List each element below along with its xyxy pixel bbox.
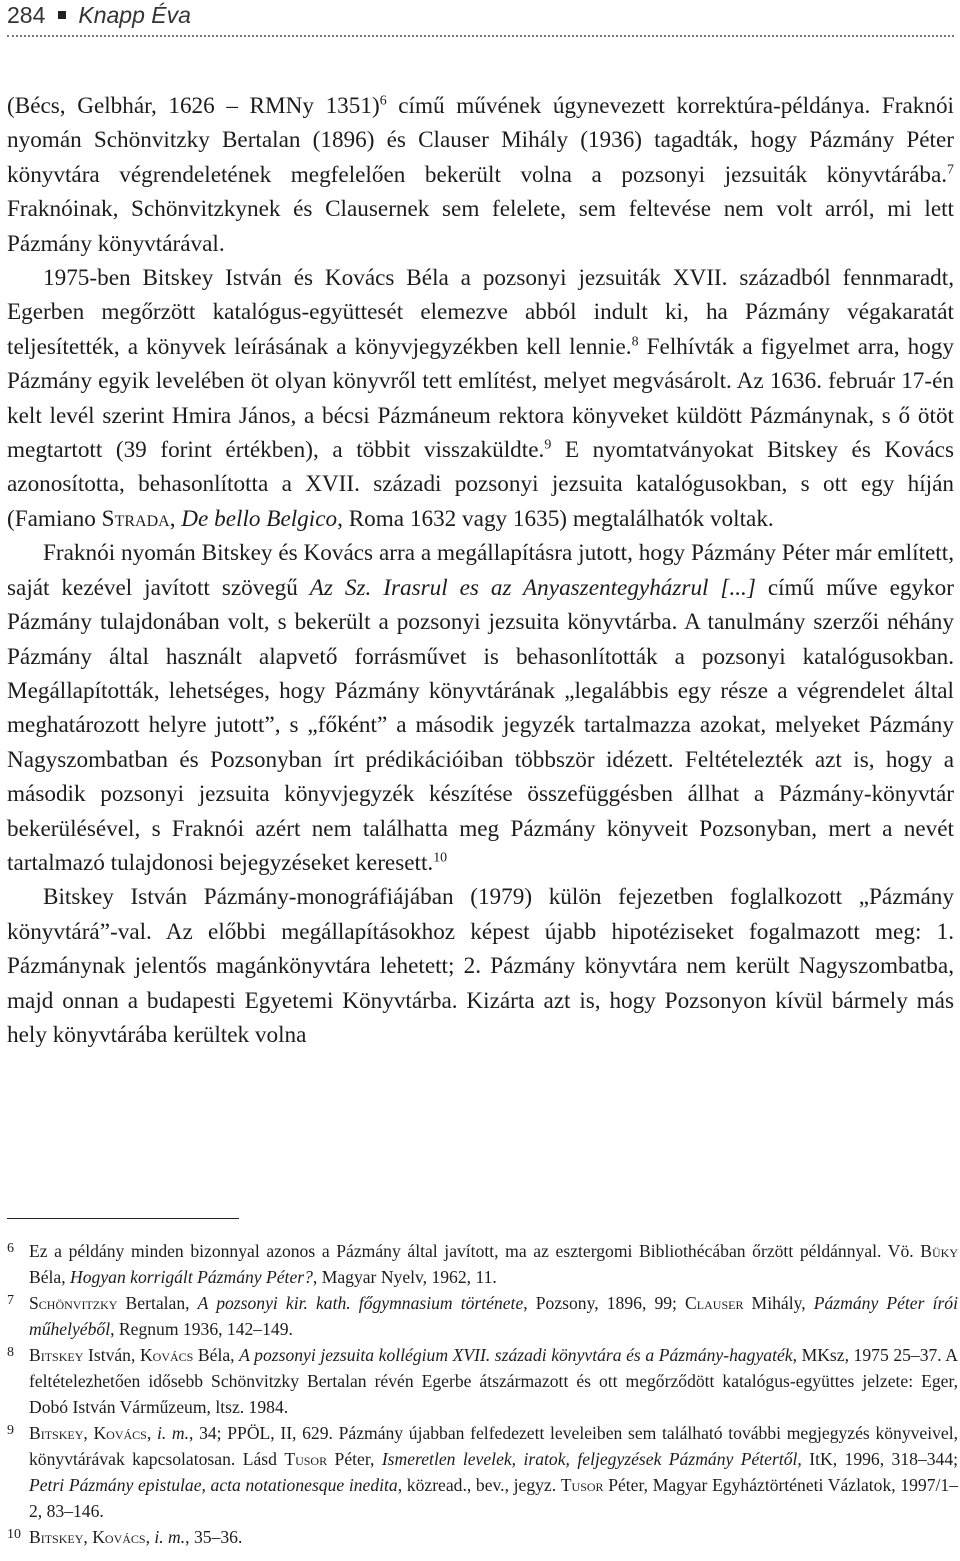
- footnote-ref-9: 9: [544, 437, 552, 453]
- italic-title: Az Sz. Irasrul es az Anyaszentegyházrul [...]: [309, 574, 756, 601]
- text-span: István,: [83, 1345, 140, 1365]
- text-span: Ez a példány minden bizonnyal azonos a Pázmány által javított, ma az esztergomi Bibliothécában őrzött példánnyal. Vö.: [29, 1241, 921, 1261]
- text-span: Fraknóinak, Schönvitzkynek és Clausernek sem felelete, sem feltevése nem volt arról, mi lett Pázmány könyvtárával.: [7, 196, 954, 257]
- footnote-ref-6: 6: [379, 93, 387, 109]
- footnote-10: [7, 1524, 958, 1550]
- italic-title: A pozsonyi kir. kath. főgymnasium története: [197, 1293, 524, 1313]
- paragraph-1: [7, 89, 954, 261]
- text-span: 1975-ben Bitskey István és Kovács Béla a pozsonyi jezsuiták XVII. századból fennmaradt, Egerben megőrzött katalógus-együttesét elemezve abból indult ki, ha Pázmány végakaratát teljesítették, a könyvek leírásának a könyvjegyzékben kell lennie.: [7, 265, 954, 360]
- text-span: Felhívták a figyelmet arra, hogy Pázmány egyik levelében öt olyan könyvről tett említést, melyet megvásárolt. Az 1636. február 17-én kelt levél szerint Hmira János, a bécsi Pázmáneum rektora könyveket küldött Pázmánynak, s ő ötöt megtartott (39 forint értékben), a többit visszaküldte.: [7, 333, 954, 464]
- text-span: ,: [146, 1423, 157, 1443]
- running-header: [7, 0, 954, 38]
- text-span: , 34; PPÖL, II, 629. Pázmány újabban felfedezett leveleiben sem található további megjegyzés könyveivel, könyvtárávak kapcsolatosan. Lásd: [29, 1423, 959, 1469]
- small-caps-name: Tusor: [284, 1449, 328, 1469]
- italic-title: A pozsonyi jezsuita kollégium XVII. századi könyvtára és a Pázmány-hagyaték: [239, 1345, 793, 1365]
- footnote-number: 9: [7, 1423, 14, 1438]
- small-caps-name: Kovács: [139, 1345, 194, 1365]
- text-span: , Regnum 1936, 142–149.: [110, 1319, 293, 1339]
- italic-title: Ismeretlen levelek, iratok, feljegyzések Pázmány Pétertől: [381, 1449, 798, 1469]
- text-span: Fraknói nyomán Bitskey és Kovács arra a megállapításra jutott, hogy Pázmány Péter már említett, saját kezével javított szövegű: [7, 540, 954, 601]
- text-span: című műve egykor Pázmány tulajdonában volt, s bekerült a pozsonyi jezsuita könyvtárba. A tanulmány szerzői néhány Pázmány által használt alapvető forrásművet is behasonlították a pozsonyi katalógusokban. Megállapították, lehetséges, hogy Pázmány könyvtárának „legalábbis egy része a végrendelet által meghatározott helyre jutott”, s „főként” a második jegyzék tartalmazza azokat, melyeket Pázmány Nagyszombatban és Pozsonyban írt prédikációiban többször idézett. Feltételezték azt is, hogy a második pozsonyi jezsuita könyvjegyzék készítése összefüggésben állhat a Pázmány-könyvtár bekerülésével, s Fraknói azért nem találhatta meg Pázmány könyveit Pozsonyban, mert a nevét tartalmazó tulajdonosi bejegyzéseket keresett.: [7, 574, 954, 876]
- small-caps-name: Bitskey, Kovács: [29, 1527, 146, 1547]
- italic-title: Pázmány Péter írói műhelyéből: [29, 1293, 958, 1339]
- text-span: Béla,: [193, 1345, 240, 1365]
- footnote-separator: [7, 1218, 239, 1219]
- paragraph-2: [7, 261, 954, 536]
- footnote-number: 8: [7, 1345, 14, 1360]
- text-span: Bertalan,: [117, 1293, 198, 1313]
- footnote-6: [7, 1238, 958, 1290]
- paragraph-3: [7, 536, 954, 880]
- small-caps-name: Schönvitzky: [29, 1293, 118, 1313]
- text-span: ,: [169, 505, 182, 532]
- text-span: E nyomtatványokat Bitskey és Kovács azonosította, behasonlította a XVII. századi pozsonyi jezsuita katalógusokban, s ott egy híján (Famiano: [7, 437, 954, 532]
- footnote-number: 6: [7, 1241, 14, 1256]
- text-span: ,: [145, 1527, 155, 1547]
- footnote-ref-8: 8: [631, 334, 639, 350]
- paragraph-4: [7, 880, 954, 1052]
- text-span: Mihály,: [743, 1293, 814, 1313]
- text-span: Bitskey István Pázmány-monográfiájában (1979) külön fejezetben foglalkozott „Pázmány könyvtárá”-val. Az előbbi megállapításokhoz képest újabb hipotéziseket fogalmazott meg: 1. Pázmánynak jelentős magánkönyvtára lehetett; 2. Pázmány könyvtára nem került Nagyszombatba, majd onnan a budapesti Egyetemi Könyvtárba. Kizárta azt is, hogy Pozsonyon kívül bármely más hely könyvtárába kerültek volna: [7, 884, 954, 1048]
- text-span: , közread., bev., jegyz.: [397, 1475, 561, 1495]
- text-span: , ItK, 1996, 318–344;: [797, 1449, 959, 1469]
- italic-title: Hogyan korrigált Pázmány Péter?: [70, 1267, 313, 1287]
- text-span: Péter, Magyar Egyháztörténeti Vázlatok, 1997/1–2, 83–146.: [29, 1475, 958, 1521]
- text-span: , Roma 1632 vagy 1635) megtalálhatók voltak.: [337, 505, 774, 532]
- running-head-author: Knapp Éva: [78, 2, 191, 28]
- footnote-ref-10: 10: [433, 850, 448, 866]
- italic-title: De bello Belgico: [181, 505, 338, 532]
- small-caps-name: Bitskey, Kovács: [29, 1423, 147, 1443]
- italic-abbrev: i. m.: [154, 1527, 186, 1547]
- header-dotted-rule: [7, 35, 954, 37]
- footnotes: [7, 1238, 958, 1550]
- small-caps-name: Büky: [920, 1241, 958, 1261]
- small-caps-name: Clauser: [685, 1293, 744, 1313]
- italic-abbrev: i. m.: [156, 1423, 190, 1443]
- footnote-7: [7, 1290, 958, 1342]
- text-span: , 35–36.: [185, 1527, 243, 1547]
- small-caps-name: Strada: [101, 505, 170, 532]
- text-span: Péter,: [327, 1449, 382, 1469]
- square-bullet-icon: [58, 11, 66, 19]
- footnote-number: 7: [7, 1293, 14, 1308]
- italic-title: Petri Pázmány epistulae, acta notationesque inedita: [29, 1475, 398, 1495]
- footnote-9: [7, 1420, 958, 1524]
- text-span: (Bécs, Gelbhár, 1626 – RMNy 1351): [7, 93, 380, 119]
- footnote-8: [7, 1342, 958, 1420]
- small-caps-name: Bitskey: [29, 1345, 84, 1365]
- text-span: , Pozsony, 1896, 99;: [523, 1293, 686, 1313]
- text-span: Béla,: [29, 1267, 71, 1287]
- text-span: , Magyar Nyelv, 1962, 11.: [312, 1267, 497, 1287]
- text-span: , MKsz, 1975 25–37. A feltételezhetően idősebb Schönvitzky Bertalan révén Egerbe átszármazott és ott megőrződött katalógus-együttes jelzete: Eger, Dobó István Várműzeum, ltsz. 1984.: [29, 1345, 959, 1417]
- footnote-ref-7: 7: [947, 162, 954, 178]
- text-span: című művének úgynevezett korrektúra-példánya. Fraknói nyomán Schönvitzky Bertalan (1896) és Clauser Mihály (1936) tagadták, hogy Pázmány Péter könyvtára végrendeletének megfelelően bekerült volna a pozsonyi jezsuiták könyvtárába.: [7, 93, 954, 188]
- small-caps-name: Tusor: [560, 1475, 604, 1495]
- footnote-number: 10: [7, 1527, 21, 1542]
- main-text: [7, 89, 954, 1052]
- page-number: 284: [7, 2, 46, 28]
